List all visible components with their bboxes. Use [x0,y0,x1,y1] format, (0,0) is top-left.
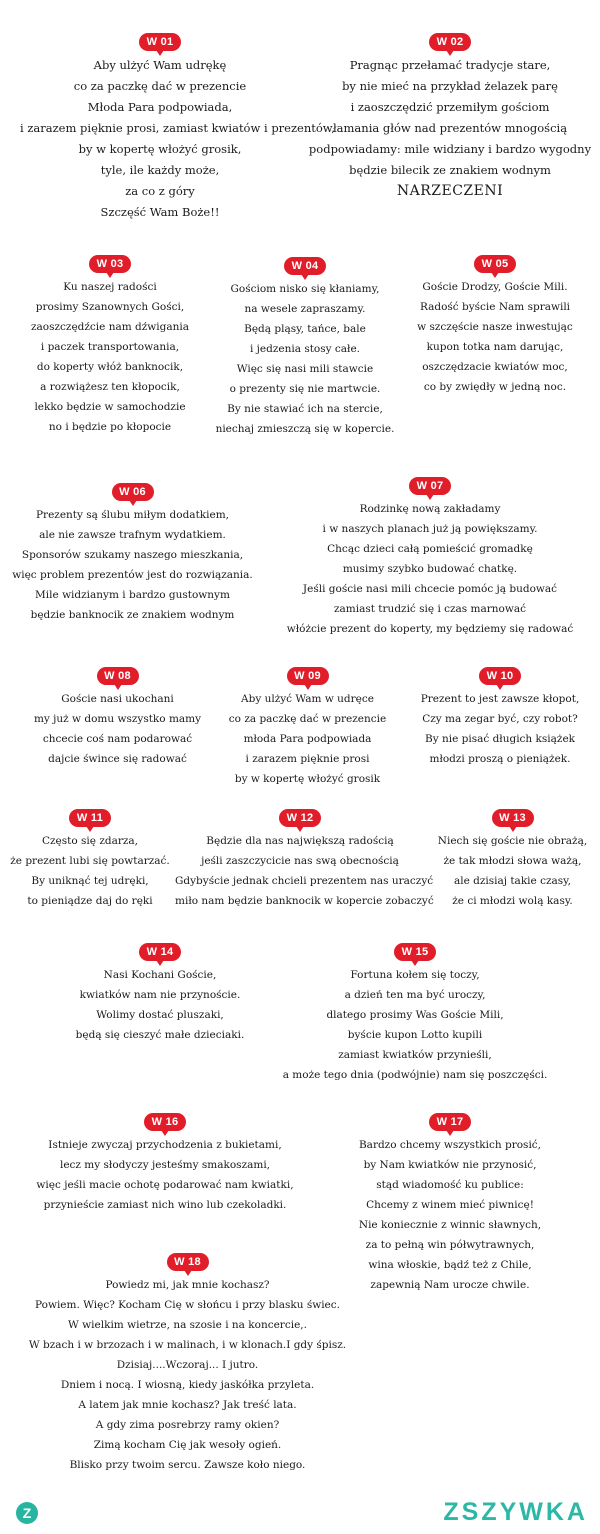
poem-line: Nie koniecznie z winnic sławnych, [358,1219,542,1231]
zszywka-logo-icon: Z [16,1502,38,1524]
poem-line: będzie bilecik ze znakiem wodnym [349,163,551,177]
poem-line: Wolimy dostać pluszaki, [96,1009,224,1021]
poem-text [25,1275,350,1475]
poem-line: przynieście zamiast nich wino lub czekoladki. [43,1199,287,1211]
poem-text [175,831,434,911]
poem-line: i jedzenia stosy całe. [249,343,361,355]
poem-text [30,1135,300,1215]
poem-line: a rozwiążesz ten kłopocik, [40,381,180,393]
poem-line: młodzi proszą o pieniążek. [429,753,571,765]
poem-line: Bardzo chcemy wszystkich prosić, [358,1139,542,1151]
poem-number-badge: W 07 [409,477,451,495]
poem-text [280,965,550,1085]
poem-line: co za paczkę dać w prezencie [73,79,247,93]
poem-line: Dniem i nocą. I wiosną, kiedy jaskółka przyleta. [60,1379,315,1391]
poem-w17 [335,1110,565,1295]
poem-number-badge: W 18 [167,1253,209,1271]
poem-w05 [400,252,590,397]
poem-line: byście kupon Lotto kupili [347,1029,483,1041]
poem-line: zamiast trudzić się i czas marnować [334,603,526,615]
poem-line: Chcąc dzieci całą pomieścić gromadkę [327,543,533,555]
poem-text [20,689,215,769]
poem-line: prosimy Szanownych Gości, [35,301,185,313]
poem-line: i w naszych planach już ją powiększamy. [322,523,538,535]
poem-line: Fortuna kołem się toczy, [350,969,480,981]
poem-text [425,831,600,911]
poem-line: Czy ma zegar być, czy robot? [422,713,578,725]
poem-text [210,279,400,439]
poem-line: A latem jak mnie kochasz? Jak treść lata. [78,1399,297,1411]
poem-w14 [40,940,280,1045]
poem-line: w szczęście nasze inwestując [417,321,573,333]
poem-w07 [265,474,595,639]
poem-line: Aby ulżyć Wam w udręce [241,693,374,705]
poem-w13 [425,806,600,911]
poem-line: Pragnąc przełamać tradycje stare, [349,58,551,72]
poem-line: Będzie dla nas największą radością [206,835,394,847]
poem-line: zamiast kwiatków przynieśli, [338,1049,492,1061]
poem-line: że prezent lubi się powtarzać. [10,855,170,867]
poem-line: Zimą kocham Cię jak wesoły ogień. [93,1439,282,1451]
poem-line: Goście nasi ukochani [61,693,174,705]
poem-line: By uniknąć tej udręki, [31,875,149,887]
poem-line: więc jeśli macie ochotę podarować nam kwiatki, [36,1179,294,1191]
poem-w01 [20,30,335,223]
poem-line: Więc się nasi mili stawcie [236,363,374,375]
poem-line: Młoda Para podpowiada, [87,100,233,114]
poem-number-badge: W 17 [429,1113,471,1131]
poem-line: więc problem prezentów jest do rozwiązania. [12,569,253,581]
poem-w18 [25,1250,350,1475]
poem-number-badge: W 13 [492,809,534,827]
poem-line: Istnieje zwyczaj przychodzenia z bukietami, [48,1139,282,1151]
poem-line: wina włoskie, bądź też z Chile, [368,1259,532,1271]
poem-line: by nie mieć na przykład żelazek parę [342,79,558,93]
poem-text [10,277,210,437]
poem-line: będzie banknocik ze znakiem wodnym [30,609,235,621]
poem-line: i zarazem pięknie prosi [245,753,370,765]
poem-line: Ku naszej radości [63,281,157,293]
poem-w06 [5,480,260,625]
poem-line: W bzach i w brzozach i w malinach, i w klonach.I gdy śpisz. [28,1339,347,1351]
poem-line: Dzisiaj....Wczoraj... I jutro. [116,1359,259,1371]
poem-number-badge: W 12 [279,809,321,827]
poem-number-badge: W 05 [474,255,516,273]
poem-line: włóżcie prezent do koperty, my będziemy się radować [286,623,574,635]
poem-line: Aby ulżyć Wam udrękę [93,58,227,72]
poem-line: to pieniądze daj do ręki [27,895,153,907]
poem-number-badge: W 02 [429,33,471,51]
poem-line: Sponsorów szukamy naszego mieszkania, [21,549,244,561]
poem-text [335,1135,565,1295]
poem-line: chcecie coś nam podarować [42,733,193,745]
poem-w04 [210,254,400,439]
poem-w03 [10,252,210,437]
poem-line: kupon totka nam darując, [426,341,564,353]
poem-line: by w kopertę włożyć grosik, [78,142,242,156]
poem-line: i zarazem pięknie prosi, zamiast kwiatów i prezentów, [20,121,335,135]
poem-number-badge: W 10 [479,667,521,685]
poem-line: Prezent to jest zawsze kłopot, [420,693,580,705]
poem-text [5,831,175,911]
poem-line: a dzień ten ma być uroczy, [344,989,486,1001]
poem-number-badge: W 16 [144,1113,186,1131]
poem-line: zaoszczędźcie nam dźwigania [31,321,189,333]
poem-text [40,965,280,1045]
poem-line: co za paczkę dać w prezencie [228,713,387,725]
brand-wordmark[interactable]: ZSZYWKA [443,1498,588,1526]
poem-line: my już w domu wszystko mamy [33,713,202,725]
poem-line: że ci młodzi wolą kasy. [452,895,573,907]
poem-w08 [20,664,215,769]
poem-line: że tak młodzi słowa ważą, [443,855,582,867]
poem-number-badge: W 03 [89,255,131,273]
poem-line: by Nam kwiatków nie przynosić, [363,1159,537,1171]
poem-line: stąd wiadomość ku publice: [376,1179,524,1191]
poem-number-badge: W 11 [69,809,111,827]
poem-line: lekko będzie w samochodzie [34,401,186,413]
poem-line: By nie pisać długich książek [424,733,576,745]
poem-line: i zaoszczędzić przemiłym gościom [350,100,550,114]
poem-line: Jeśli goście nasi mili chcecie pomóc ją budować [302,583,558,595]
poem-line: co by zwiędły w jedną noc. [423,381,567,393]
poem-number-badge: W 15 [394,943,436,961]
poem-text [20,55,335,223]
poem-line: na wesele zapraszamy. [244,303,366,315]
poem-line: tyle, ile każdy może, [100,163,220,177]
poem-text [210,689,405,789]
poem-line: o prezenty się nie martwcie. [229,383,381,395]
poem-w02 [300,30,600,202]
poem-line: łamania głów nad prezentów mnogością [332,121,568,135]
poem-text [405,689,595,769]
poem-line: musimy szybko budować chatkę. [342,563,518,575]
poem-line: będą się cieszyć małe dzieciaki. [75,1029,245,1041]
poem-w12 [175,806,434,911]
poem-line: za to pełną win półwytrawnych, [365,1239,535,1251]
poem-line: Gościom nisko się kłaniamy, [230,283,380,295]
poem-line: podpowiadamy: mile widziany i bardzo wygodny [308,142,592,156]
poem-w11 [5,806,175,911]
poem-line: a może tego dnia (podwójnie) nam się poszczęści. [282,1069,548,1081]
poem-line: niechaj zmieszczą się w kopercie. [215,423,395,435]
poem-line: Szczęść Wam Boże!! [100,205,220,219]
poem-number-badge: W 14 [139,943,181,961]
poem-line: Radość byście Nam sprawili [419,301,571,313]
poem-number-badge: W 06 [112,483,154,501]
poem-line: dajcie śwince się radować [48,753,187,765]
poem-signature: NARZECZENI [396,183,504,199]
poem-line: Często się zdarza, [41,835,138,847]
poem-line: oszczędzacie kwiatów moc, [422,361,568,373]
poem-line: za co z góry [125,184,195,198]
poem-line: kwiatków nam nie przynoście. [79,989,241,1001]
poem-line: jeśli zaszczycicie nas swą obecnością [201,855,399,867]
poem-line: dlatego prosimy Was Goście Mili, [326,1009,504,1021]
poem-line: miło nam będzie banknocik w kopercie zobaczyć [175,895,434,907]
poem-text [265,499,595,639]
poem-number-badge: W 08 [97,667,139,685]
poem-line: Powiem. Więc? Kocham Cię w słońcu i przy blasku świec. [35,1299,340,1311]
poem-line: no i będzie po kłopocie [48,421,172,433]
poem-number-badge: W 09 [287,667,329,685]
poem-line: Prezenty są ślubu miłym dodatkiem, [35,509,230,521]
poem-line: Niech się goście nie obrażą, [437,835,588,847]
poem-line: ale dzisiaj takie czasy, [453,875,572,887]
poem-line: do koperty włóż banknocik, [36,361,184,373]
poem-number-badge: W 01 [139,33,181,51]
poem-line: A gdy zima posrebrzy ramy okien? [95,1419,280,1431]
poem-text [5,505,260,625]
poem-line: Będą pląsy, tańce, bale [244,323,366,335]
poem-number-badge: W 04 [284,257,326,275]
poem-line: Chcemy z winem mieć piwnicę! [366,1199,534,1211]
poem-text [400,277,590,397]
poem-w10 [405,664,595,769]
poem-w09 [210,664,405,789]
poem-line: i paczek transportowania, [40,341,180,353]
poem-line: Goście Drodzy, Goście Mili. [422,281,568,293]
poem-text [300,55,600,202]
poem-line: Powiedz mi, jak mnie kochasz? [105,1279,270,1291]
poem-w16 [30,1110,300,1215]
poem-line: zapewnią Nam urocze chwile. [370,1279,530,1291]
poem-line: by w kopertę włożyć grosik [234,773,381,785]
poem-line: Gdybyście jednak chcieli prezentem nas uraczyć [175,875,434,887]
poem-line: Mile widzianym i bardzo gustownym [35,589,230,601]
poem-line: W wielkim wietrze, na szosie i na koncercie,. [68,1319,307,1331]
poem-line: By nie stawiać ich na stercie, [227,403,383,415]
poem-line: młoda Para podpowiada [243,733,372,745]
poem-line: Blisko przy twoim sercu. Zawsze koło niego. [69,1459,306,1471]
poem-line: Nasi Kochani Goście, [103,969,217,981]
poem-line: Rodzinkę nową zakładamy [359,503,501,515]
poem-line: lecz my słodyczy jesteśmy smakoszami, [59,1159,271,1171]
poem-w15 [280,940,550,1085]
poem-line: ale nie zawsze trafnym wydatkiem. [39,529,226,541]
